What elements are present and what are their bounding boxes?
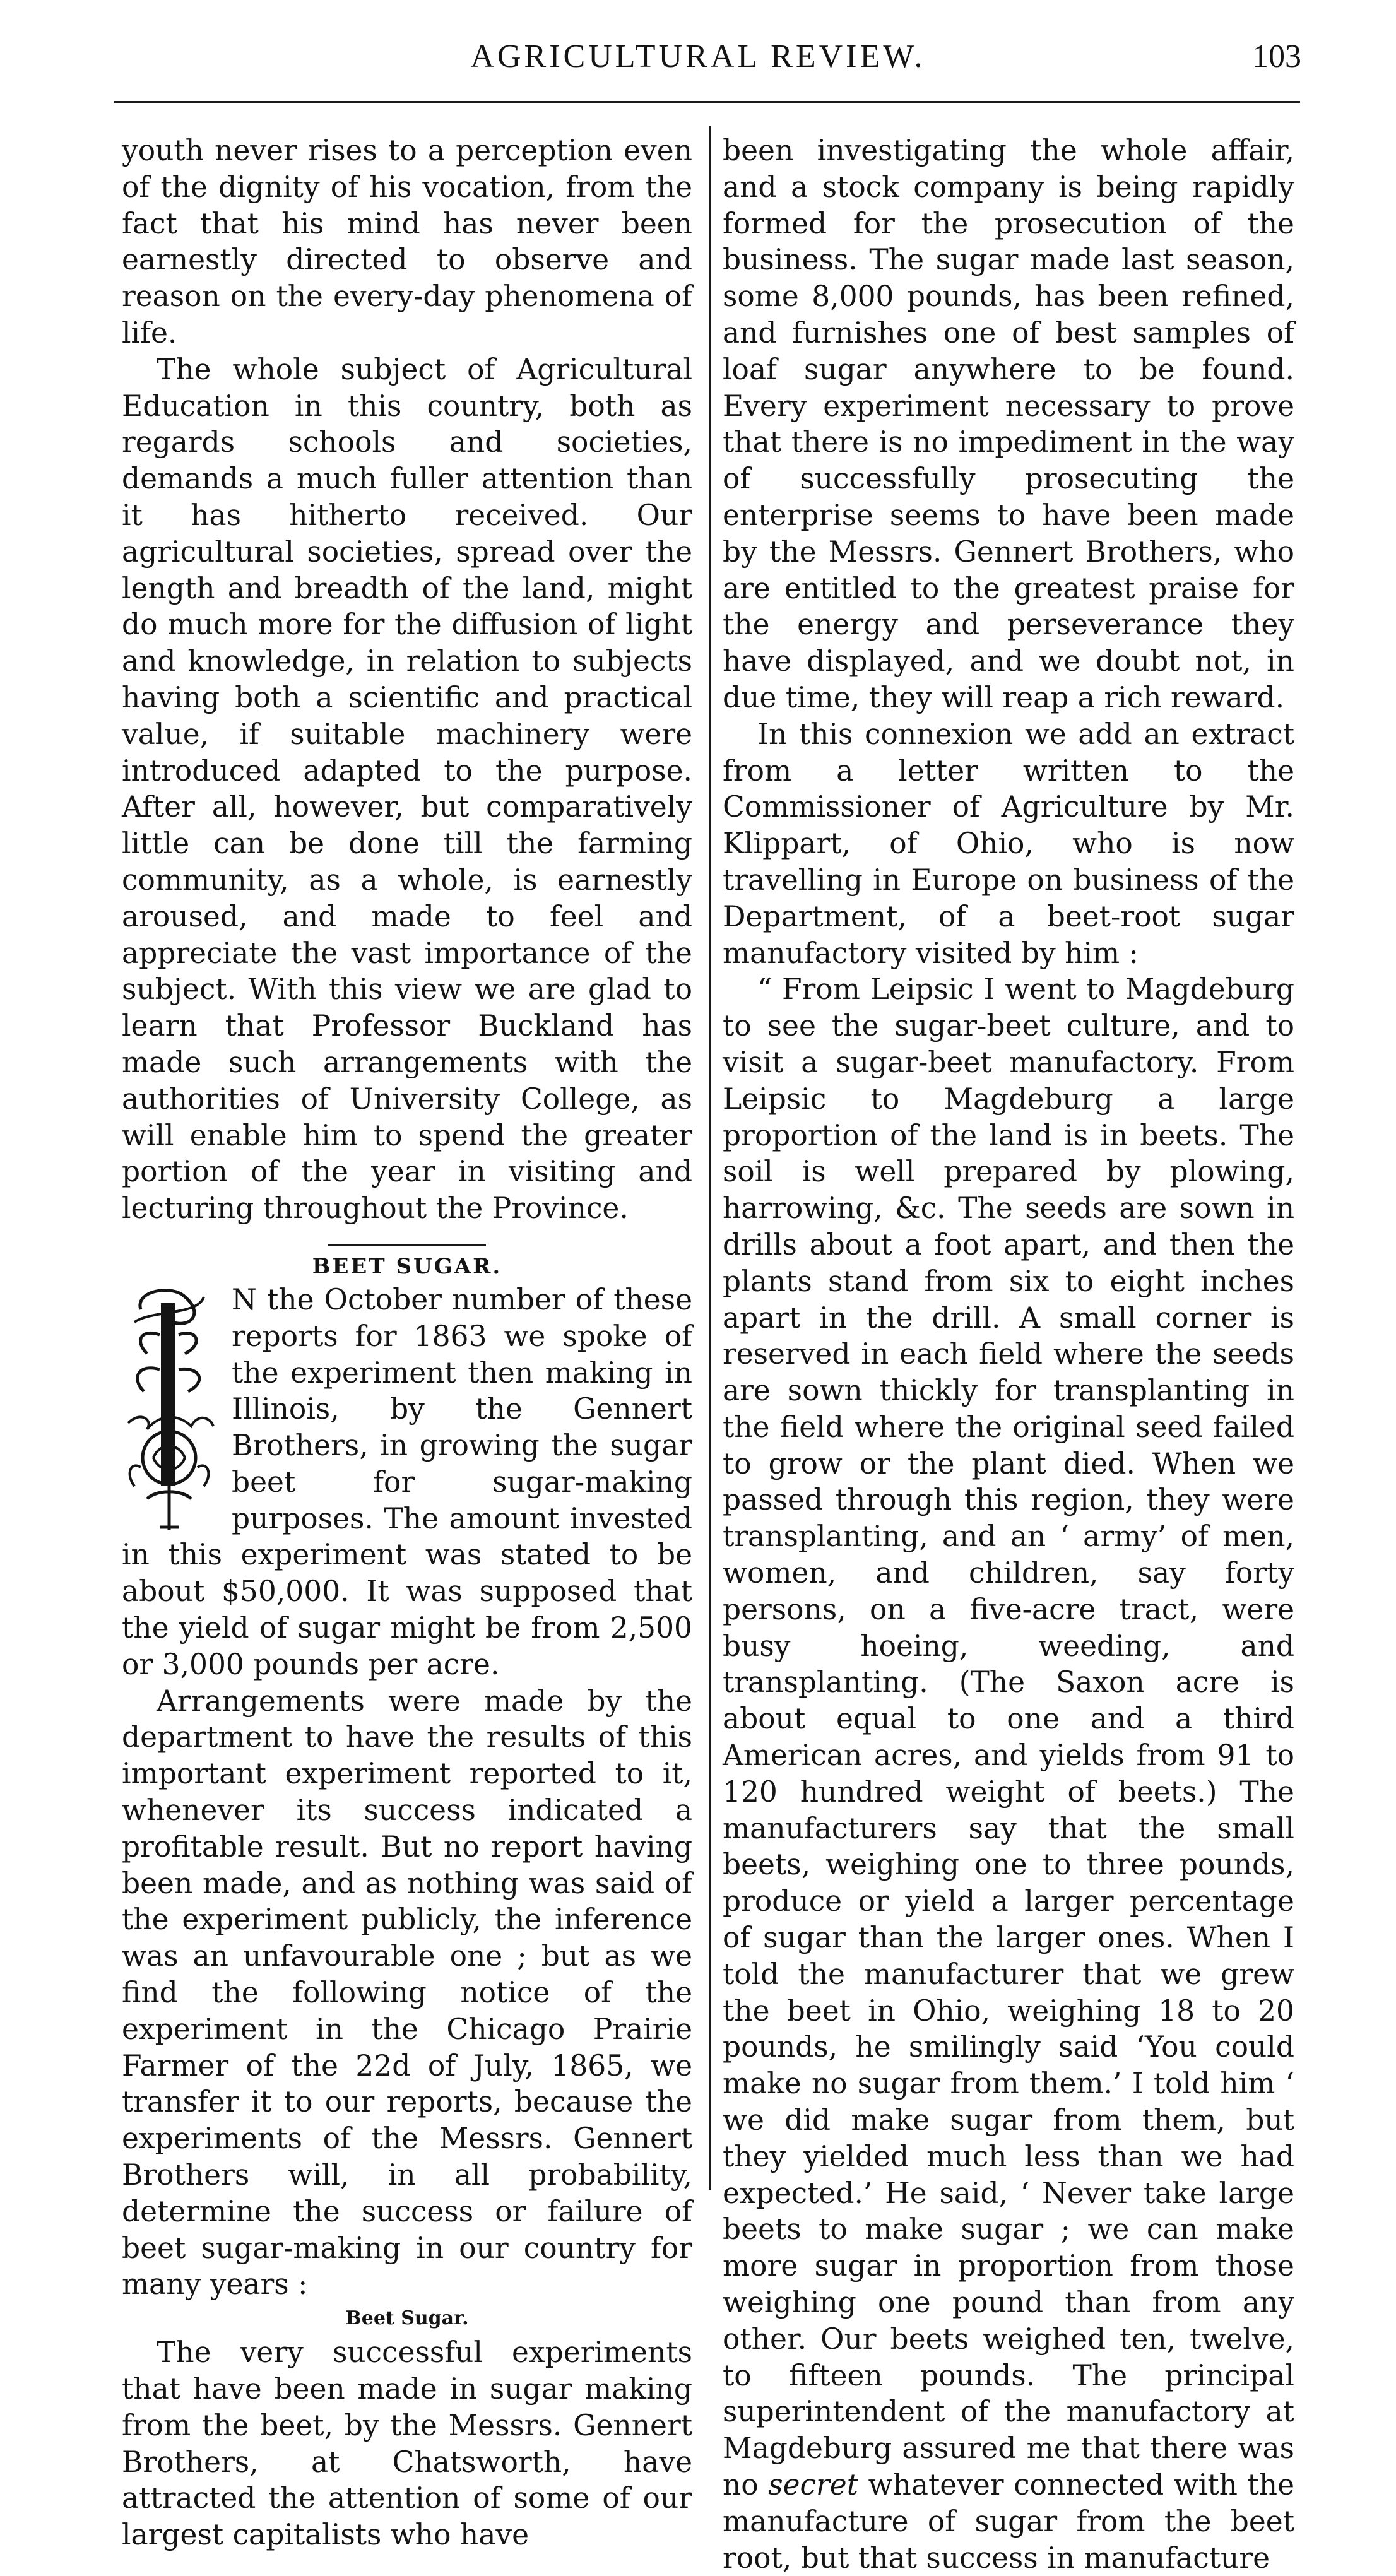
page-header	[0, 38, 1396, 88]
paragraph: been investigating the whole affair, and a stock company is being rapidly formed for the prosecution of the business. The sugar made last season, some 8,000 pounds, has been refined, and furnishes one of best samples of loaf sugar anywhere to be found. Every experiment necessary to prove that there is no impediment in the way of successfully prosecuting the enterprise seems to have been made by the Messrs. Gennert Brothers, who are entitled to the greatest praise for the energy and perseverance they have displayed, and we doubt not, in due time, they will reap a rich reward.	[723, 134, 1294, 714]
right-column	[723, 133, 1294, 2576]
left-column	[122, 133, 692, 2553]
column-divider	[709, 126, 711, 2190]
header-rule	[114, 101, 1300, 103]
quote-text: “ From Leipsic I went to Magdeburg to see the sugar-beet culture, and to visit a sugar-beet manufactory. From Leipsic to Magdeburg a large proportion of the land is in beets. The soil is well prepared by plowing, harrowing, &c. The seeds are sown in drills about a foot apart, and then the plants stand from six to eight inches apart in the drill. A small corner is reserved in each field where the seeds are sown thickly for transplanting in the field where the original seed failed to grow or the plant died. When we passed through this region, they were transplanting, and an ‘ army’ of men, women, and children, say forty persons, on a five-acre tract, were busy hoeing, weeding, and transplanting. (The Saxon acre is about equal to one and a third American acres, and yields from 91 to 120 hundred weight of beets.) The manufacturers say that the small beets, weighing one to three pounds, produce or yield a larger percentage of sugar than the larger ones. When I told the manufacturer that we grew the beet in Ohio, weighing 18 to 20 pounds, he smilingly said ‘You could make no sugar from them.’ I told him ‘ we did make sugar from them, but they yielded much less than we had expected.’ He said, ‘ Never take large beets to make sugar ; we can make more sugar in proportion from those weighing one pound than from any other. Our beets weighed ten, twelve, to fifteen pounds. The principal superintendent of the manufactory at Magdeburg assured me that there was no	[723, 972, 1294, 2502]
paragraph: Arrangements were made by the department to have the results of this important experiment reported to it, whenever its success indicated a profitable result. But no report having been made, and as nothing was said of the experiment publicly, the inference was an unfavourable one ; but as we find the following notice of the experiment in the Chicago Prairie Farmer of the 22d of July, 1865, we transfer it to our reports, because the experiments of the Messrs. Gennert Brothers will, in all probability, determine the success or failure of beet sugar-making in our country for many years :	[122, 1684, 692, 2301]
paragraph: In this connexion we add an extract from a letter written to the Commissioner of Agriculture by Mr. Klippart, of Ohio, who is now travelling in Europe on business of the Department, of a beet-root sugar manufactory visited by him :	[723, 717, 1294, 970]
section-divider	[328, 1244, 486, 1246]
section-heading: BEET SUGAR.	[312, 1253, 502, 1279]
quoted-letter-paragraph	[723, 971, 1294, 2576]
dropcap-paragraph-text: N the October number of these reports for 1863 we spoke of the experiment then making in Illinois, by the Gennert Brothers, in growing the sugar beet for sugar-making purposes. The amount invested in this experiment was stated to be about $50,000. It was supposed that the yield of sugar might be from 2,500 or 3,000 pounds per acre.	[122, 1282, 692, 1681]
running-title: AGRICULTURAL REVIEW.	[470, 38, 926, 74]
paragraph-with-dropcap	[122, 1282, 692, 1683]
quote-text-end: whatever connected with the manufacture of sugar from the beet root, but that success in manufacture	[723, 2468, 1295, 2575]
ornamental-initial-icon	[122, 1284, 216, 1537]
sub-heading: Beet Sugar.	[345, 2307, 469, 2330]
italic-word: secret	[768, 2468, 858, 2502]
paragraph: The very successful experiments that have been made in sugar making from the beet, by the Messrs. Gennert Brothers, at Chatsworth, have attracted the attention of some of our largest capitalists who have	[122, 2336, 692, 2552]
page-number: 103	[1252, 38, 1301, 74]
paragraph: youth never rises to a perception even of the dignity of his vocation, from the fact that his mind has never been earnestly directed to observe and reason on the every-day phenomena of life.	[122, 134, 692, 350]
paragraph: The whole subject of Agricultural Education in this country, both as regards schools and societies, demands a much fuller attention than it has hitherto received. Our agricultural societies, spread over the length and breadth of the land, might do much more for the diffusion of light and knowledge, in relation to subjects having both a scientific and practical value, if suitable machinery were introduced adapted to the purpose. After all, however, but comparatively little can be done till the farming community, as a whole, is earnestly aroused, and made to feel and appreciate the vast importance of the subject. With this view we are glad to learn that Professor Buckland has made such arrangements with the authorities of University College, as will enable him to spend the greater portion of the year in visiting and lecturing throughout the Province.	[122, 352, 692, 1226]
